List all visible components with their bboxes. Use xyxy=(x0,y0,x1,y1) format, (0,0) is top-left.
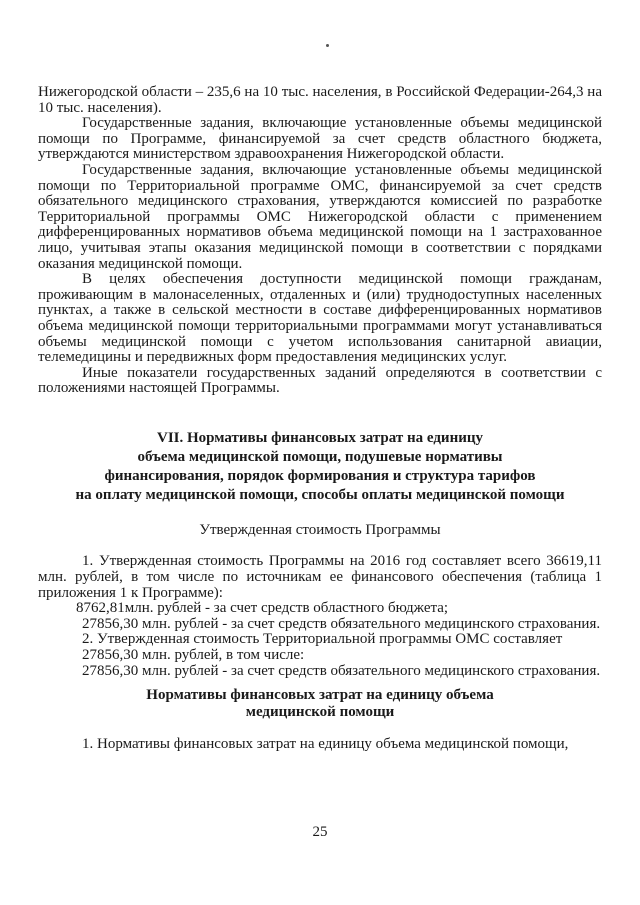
paragraph-cost-total: 1. Утвержденная стоимость Программы на 2016 год составляет всего 36619,11 млн. рублей, в том числе по источникам ее финансового обеспечения (таблица 1 приложения 1 к Программе): xyxy=(38,553,602,601)
paragraph-state-tasks-oms: Государственные задания, включающие установленные объемы медицинской помощи по Территориальной программе ОМС, финансируемой за счет средств обязательного медицинского страхования, утверждаются комиссией по разработке Территориальной программы ОМС Нижегородской области с применением дифференцированных нормативов объема медицинской помощи на 1 застрахованное лицо, учитывая этапы оказания медицинской помощи в соответствии с порядками оказания медицинской помощи. xyxy=(38,161,602,272)
heading-financial-standards xyxy=(38,687,602,721)
heading-line: медицинской помощи xyxy=(245,704,395,721)
section-heading-vii xyxy=(38,429,602,505)
section-heading-line: объема медицинской помощи, подушевые нормативы xyxy=(137,448,503,465)
section-heading-line: на оплату медицинской помощи, способы оплаты медицинской помощи xyxy=(75,486,565,503)
paragraph-oms-program-cost: 2. Утвержденная стоимость Территориальной программы ОМС составляет xyxy=(82,631,563,648)
paragraph-financial-standards-start: 1. Нормативы финансовых затрат на единицу объема медицинской помощи, xyxy=(82,736,569,753)
paragraph-other-indicators: Иные показатели государственных заданий определяются в соответствии с положениями настоящей Программы. xyxy=(38,364,602,397)
paragraph-oms-program-cost-source: 27856,30 млн. рублей - за счет средств обязательного медицинского страхования. xyxy=(82,662,601,679)
document-body xyxy=(38,85,602,753)
paragraph-accessibility: В целях обеспечения доступности медицинской помощи гражданам, проживающим в малонаселенных, отдаленных и (или) труднодоступных населенных пунктах, а также в сельской местности в составе дифференцированных нормативов объема медицинской помощи территориальными программами могут устанавливаться объемы медицинской помощи с учетом использования санитарной авиации, телемедицины и передвижных форм предоставления медицинских услуг. xyxy=(38,271,602,366)
paragraph-state-tasks-budget: Государственные задания, включающие установленные объемы медицинской помощи по Программе, финансируемой за счет средств областного бюджета, утверждаются министерством здравоохранения Нижегородской области. xyxy=(38,115,602,163)
scan-speck xyxy=(326,44,329,47)
heading-line: Нормативы финансовых затрат на единицу объема xyxy=(146,687,494,704)
subheading-approved-cost: Утвержденная стоимость Программы xyxy=(199,521,441,538)
page-number: 25 xyxy=(312,824,328,840)
paragraph-cost-regional-budget: 8762,81млн. рублей - за счет средств областного бюджета; xyxy=(76,600,449,617)
paragraph-oms-program-cost-amount: 27856,30 млн. рублей, в том числе: xyxy=(82,647,305,664)
section-heading-line: VII. Нормативы финансовых затрат на единицу xyxy=(156,429,483,446)
section-heading-line: финансирования, порядок формирования и структура тарифов xyxy=(104,467,536,484)
paragraph-statistics-end: Нижегородской области – 235,6 на 10 тыс. населения, в Российской Федерации-264,3 на 10 тыс. населения). xyxy=(38,84,602,116)
paragraph-cost-oms: 27856,30 млн. рублей - за счет средств обязательного медицинского страхования. xyxy=(82,615,601,632)
